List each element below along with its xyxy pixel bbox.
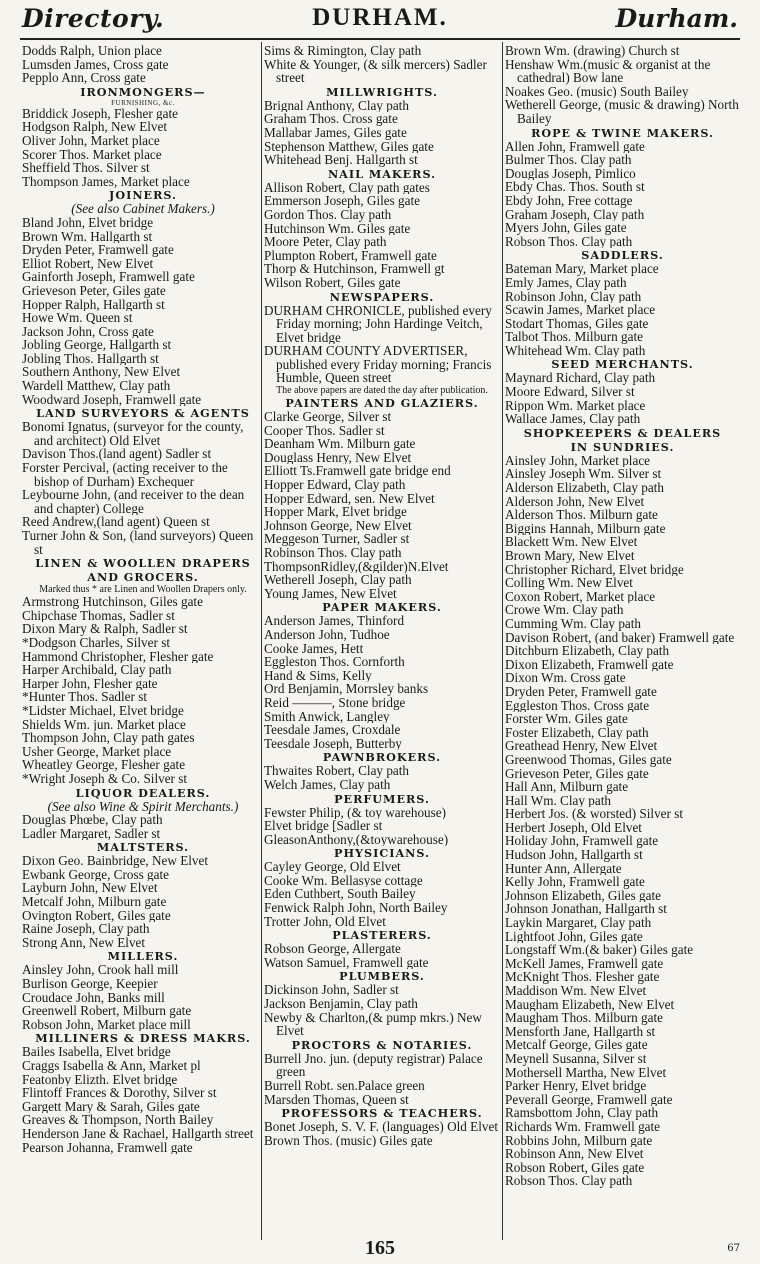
directory-entry: Graham Joseph, Clay path [505, 207, 645, 222]
directory-entry: Robson Thos. Clay path [505, 1174, 633, 1188]
section-heading: IN SUNDRIES. [570, 439, 675, 454]
directory-entry: Plumpton Robert, Framwell gate [264, 248, 437, 263]
directory-entry: Reid ———, Stone bridge [264, 695, 406, 710]
directory-entry: Hodgson Ralph, New Elvet [22, 120, 168, 134]
directory-entry: Davison Thos.(land agent) Sadler st [22, 447, 212, 462]
directory-entry: Holiday John, Framwell gate [505, 834, 659, 849]
directory-entry: Emly James, Clay path [505, 275, 627, 290]
directory-entry: Cayley George, Old Elvet [264, 860, 401, 874]
directory-entry: Bulmer Thos. Clay path [505, 153, 632, 167]
directory-entry: Newby & Charlton,(& pump mkrs.) New Elvet [264, 1010, 482, 1038]
directory-entry: Blackett Wm. New Elvet [505, 535, 638, 549]
directory-entry: Moore Edward, Silver st [505, 385, 635, 399]
directory-entry: Eggleston Thos. Cross gate [505, 698, 650, 713]
column-divider [261, 42, 262, 1240]
directory-entry: Watson Samuel, Framwell gate [264, 955, 429, 970]
directory-entry: Emmerson Joseph, Giles gate [264, 194, 421, 208]
directory-entry: Kelly John, Framwell gate [505, 875, 645, 889]
directory-entry: Dixon Geo. Bainbridge, New Elvet [22, 854, 209, 868]
directory-entry: Fewster Philip, (& toy warehouse) [264, 805, 447, 820]
section-heading: SADDLERS. [581, 248, 664, 263]
directory-entry: Teesdale Joseph, Butterby [264, 736, 402, 751]
section-heading: LAND SURVEYORS & AGENTS [36, 406, 250, 421]
directory-entry: Dryden Peter, Framwell gate [22, 243, 174, 257]
directory-entry: Noakes Geo. (music) South Bailey [505, 84, 689, 99]
directory-entry: Thwaites Robert, Clay path [264, 764, 410, 778]
directory-entry: Ebdy Chas. Thos. South st [505, 180, 645, 194]
section-heading: MALTSTERS. [96, 840, 190, 855]
directory-entry: Whitehead Wm. Clay path [505, 343, 646, 358]
directory-entry: Herbert Jos. (& worsted) Silver st [505, 807, 683, 821]
directory-entry: Teesdale James, Croxdale [264, 723, 401, 737]
directory-entry: Chipchase Thomas, Sadler st [22, 608, 175, 623]
directory-entry: Robinson Thos. Clay path [264, 546, 402, 560]
directory-entry: Cooper Thos. Sadler st [264, 423, 385, 438]
directory-entry: Robinson Ann, New Elvet [505, 1147, 644, 1161]
section-heading: NAIL MAKERS. [327, 166, 437, 181]
directory-entry: Moore Peter, Clay path [264, 235, 387, 249]
section-heading: SEED MERCHANTS. [551, 357, 694, 372]
directory-entry: Metcalf George, Giles gate [505, 1038, 648, 1052]
directory-entry: Brown Mary, New Elvet [505, 549, 635, 563]
directory-entry: Smith Anwick, Langley [264, 709, 390, 724]
directory-entry: Sheffield Thos. Silver st [22, 161, 150, 175]
directory-entry: Richards Wm. Framwell gate [505, 1119, 661, 1134]
directory-entry: Meggeson Turner, Sadler st [264, 532, 410, 546]
directory-entry: ThompsonRidley,(&gilder)N.Elvet [264, 559, 449, 574]
directory-entry: Christopher Richard, Elvet bridge [505, 562, 684, 577]
directory-entry: Johnson Jonathan, Hallgarth st [505, 902, 667, 917]
directory-entry: Raine Joseph, Clay path [22, 922, 150, 936]
directory-entry: Grieveson Peter, Giles gate [505, 766, 649, 781]
directory-entry: Maugham Elizabeth, New Elvet [505, 997, 675, 1012]
directory-entry: Craggs Isabella & Ann, Market pl [22, 1059, 201, 1073]
directory-entry: Forster Wm. Giles gate [505, 712, 628, 726]
directory-entry: Greenwell Robert, Milburn gate [22, 1004, 192, 1018]
directory-entry: Douglas Phœbe, Clay path [22, 813, 163, 827]
directory-entry: Jackson John, Cross gate [22, 324, 154, 339]
directory-entry: Maugham Thos. Milburn gate [505, 1011, 663, 1025]
directory-entry: Bailes Isabella, Elvet bridge [22, 1045, 171, 1059]
directory-entry: DURHAM COUNTY ADVERTISER, published every Friday morning; Francis Humble, Queen street [264, 344, 492, 386]
section-heading: NEWSPAPERS. [329, 289, 435, 304]
directory-entry: Deanham Wm. Milburn gate [264, 437, 416, 451]
directory-entry: Fenwick Ralph John, North Bailey [264, 901, 448, 915]
directory-entry: Elliott Ts.Framwell gate bridge end [264, 464, 451, 479]
directory-entry: Meynell Susanna, Silver st [505, 1051, 647, 1066]
directory-entry: Croudace John, Banks mill [22, 990, 165, 1005]
directory-entry: Bland John, Elvet bridge [22, 215, 154, 230]
directory-entry: Wallace James, Clay path [505, 412, 641, 426]
directory-entry: Armstrong Hutchinson, Giles gate [22, 595, 203, 609]
directory-entry: McKnight Thos. Flesher gate [505, 970, 660, 984]
running-header-right: Durham. [615, 4, 738, 33]
section-heading: PHYSICIANS. [334, 846, 430, 861]
directory-entry: Mensforth Jane, Hallgarth st [505, 1024, 656, 1039]
directory-entry: Johnson Elizabeth, Giles gate [505, 888, 662, 903]
directory-entry: Harper Archibald, Clay path [22, 663, 172, 677]
directory-entry: Featonby Elizth. Elvet bridge [22, 1072, 178, 1087]
section-heading: PLASTERERS. [332, 928, 432, 943]
directory-entry: Jobling Thos. Hallgarth st [22, 351, 159, 366]
directory-entry: Lightfoot John, Giles gate [505, 929, 643, 944]
section-note: Marked thus * are Linen and Woollen Drapers only. [39, 584, 247, 596]
section-heading: LINEN & WOOLLEN DRAPERS [35, 556, 251, 571]
directory-entry: Cooke James, Hett [264, 641, 364, 656]
directory-entry: Robinson John, Clay path [505, 289, 642, 304]
section-heading: PAINTERS AND GLAZIERS. [285, 396, 479, 411]
section-heading: PROFESSORS & TEACHERS. [281, 1106, 483, 1121]
directory-entry: Scawin James, Market place [505, 303, 656, 317]
cross-reference-note: (See also Wine & Spirit Merchants.) [47, 798, 239, 814]
directory-entry: Coxon Robert, Market place [505, 589, 656, 604]
directory-entry: Eden Cuthbert, South Bailey [264, 887, 416, 902]
section-subheading: FURNISHING, &c. [111, 98, 175, 107]
directory-entry: Gargett Mary & Sarah, Giles gate [22, 1099, 200, 1114]
directory-entry: Hudson John, Hallgarth st [505, 848, 643, 862]
directory-entry: Davison Robert, (and baker) Framwell gate [505, 630, 735, 645]
directory-entry: Ramsbottom John, Clay path [505, 1106, 659, 1120]
column-3 [505, 44, 740, 1188]
directory-entry: Lumsden James, Cross gate [22, 57, 169, 72]
section-heading: LIQUOR DEALERS. [75, 785, 211, 800]
directory-entry: Brown Wm. (drawing) Church st [505, 44, 680, 58]
directory-entry: Reed Andrew,(land agent) Queen st [22, 515, 210, 529]
directory-entry: Harper John, Flesher gate [22, 676, 158, 691]
directory-entry: Gordon Thos. Clay path [264, 207, 392, 222]
directory-entry: Hopper Mark, Elvet bridge [264, 505, 407, 519]
directory-entry: Dixon Elizabeth, Framwell gate [505, 657, 674, 672]
directory-entry: Thompson John, Clay path gates [22, 731, 195, 745]
directory-entry: Forster Percival, (acting receiver to the bishop of Durham) Exchequer [22, 461, 228, 489]
directory-entry: Jackson Benjamin, Clay path [264, 997, 418, 1011]
directory-entry: Anderson John, Tudhoe [264, 627, 390, 642]
section-heading: PERFUMERS. [334, 791, 430, 806]
directory-entry: Wardell Matthew, Clay path [22, 379, 171, 393]
directory-entry: Alderson Thos. Milburn gate [505, 508, 658, 522]
directory-entry: Elvet bridge [Sadler st [264, 819, 383, 833]
directory-entry: Wetherell George, (music & drawing) North Bailey [505, 98, 739, 126]
column-2 [264, 44, 500, 1147]
section-heading: MILLERS. [107, 949, 179, 964]
directory-entry: Howe Wm. Queen st [22, 311, 133, 325]
directory-entry: Burrell Robt. sen.Palace green [264, 1079, 425, 1093]
directory-entry: Maddison Wm. New Elvet [505, 984, 647, 998]
directory-entry: Anderson James, Thinford [264, 614, 405, 628]
directory-entry: White & Younger, (& silk mercers) Sadler street [264, 57, 487, 85]
directory-entry: Briddick Joseph, Flesher gate [22, 106, 179, 121]
directory-entry: Graham Thos. Cross gate [264, 112, 398, 126]
directory-entry: Trotter John, Old Elvet [264, 914, 386, 929]
directory-entry: DURHAM CHRONICLE, published every Friday morning; John Hardinge Veitch, Elvet bridge [264, 303, 492, 345]
directory-entry: Alderson John, New Elvet [505, 494, 645, 509]
directory-entry: Bateman Mary, Market place [505, 262, 659, 276]
directory-entry: Ainsley Joseph Wm. Silver st [505, 467, 662, 482]
section-heading: PAPER MAKERS. [322, 600, 442, 615]
directory-entry: Peverall George, Framwell gate [505, 1092, 673, 1107]
directory-entry: Talbot Thos. Milburn gate [505, 330, 644, 344]
directory-entry: Laykin Margaret, Clay path [505, 916, 652, 930]
directory-entry: Herbert Joseph, Old Elvet [505, 820, 642, 835]
directory-entry: Hopper Edward, Clay path [264, 478, 406, 492]
directory-entry: Robson Robert, Giles gate [505, 1160, 645, 1175]
directory-entry: Elliot Robert, New Elvet [22, 256, 154, 271]
directory-entry: Turner John & Son, (land surveyors) Queen st [22, 529, 254, 557]
directory-entry: Parker Henry, Elvet bridge [505, 1079, 647, 1093]
section-heading: AND GROCERS. [87, 570, 199, 585]
directory-entry: Sims & Rimington, Clay path [264, 44, 422, 58]
directory-entry: Brown Thos. (music) Giles gate [264, 1133, 433, 1148]
directory-entry: Whitehead Benj. Hallgarth st [264, 153, 418, 167]
directory-entry: Ditchburn Elizabeth, Clay path [505, 644, 670, 658]
directory-entry: GleasonAnthony,(&toywarehouse) [264, 832, 449, 847]
directory-entry: Pearson Johanna, Framwell gate [22, 1140, 193, 1155]
directory-entry: Hunter Ann, Allergate [505, 861, 622, 876]
directory-entry: Ord Benjamin, Morrsley banks [264, 682, 429, 696]
section-heading: PROCTORS & NOTARIES. [291, 1037, 473, 1052]
directory-entry: Allen John, Framwell gate [505, 139, 645, 154]
directory-entry: Burlison George, Keepier [22, 977, 158, 991]
column-1 [22, 44, 264, 1154]
directory-entry: *Lidster Michael, Elvet bridge [22, 703, 184, 718]
directory-entry: Robson John, Market place mill [22, 1017, 191, 1032]
directory-entry: Clarke George, Silver st [264, 410, 392, 424]
directory-entry: Greenwood Thomas, Giles gate [505, 752, 672, 767]
directory-entry: Usher George, Market place [22, 744, 172, 759]
directory-entry: Dickinson John, Sadler st [264, 983, 399, 998]
directory-entry: Oliver John, Market place [22, 133, 160, 148]
directory-entry: Greathead Henry, New Elvet [505, 739, 658, 753]
directory-entry: Ebdy John, Free cottage [505, 193, 633, 208]
directory-entry: Scorer Thos. Market place [22, 147, 162, 162]
directory-entry: Crowe Wm. Clay path [505, 603, 624, 617]
directory-entry: *Dodgson Charles, Silver st [22, 635, 170, 650]
section-heading: IRONMONGERS— [80, 84, 206, 99]
directory-entry: Pepplo Ann, Cross gate [22, 71, 146, 85]
directory-entry: Grieveson Peter, Giles gate [22, 283, 166, 298]
directory-entry: Ovington Robert, Giles gate [22, 908, 171, 923]
directory-entry: Young James, New Elvet [264, 586, 397, 601]
directory-entry: Douglas Joseph, Pimlico [505, 166, 636, 181]
directory-entry: Dixon Mary & Ralph, Sadler st [22, 622, 188, 636]
directory-entry: Mothersell Martha, New Elvet [505, 1065, 667, 1080]
directory-entry: McKell James, Framwell gate [505, 956, 664, 971]
section-note: The above papers are dated the day after publication. [276, 385, 488, 397]
directory-entry: Dixon Wm. Cross gate [505, 671, 626, 685]
directory-entry: Wheatley George, Flesher gate [22, 758, 186, 772]
directory-entry: Maynard Richard, Clay path [505, 371, 656, 386]
directory-entry: Hopper Edward, sen. New Elvet [264, 491, 435, 506]
directory-entry: Ainsley John, Crook hall mill [22, 963, 179, 978]
directory-entry: Douglass Henry, New Elvet [264, 450, 412, 465]
directory-entry: Greaves & Thompson, North Bailey [22, 1113, 214, 1127]
running-header-center: DURHAM. [312, 4, 448, 31]
directory-entry: Southern Anthony, New Elvet [22, 365, 181, 380]
directory-entry: Brown Wm. Hallgarth st [22, 229, 153, 244]
directory-entry: Welch James, Clay path [264, 777, 391, 792]
column-divider [502, 42, 503, 1240]
running-header-left: Directory. [22, 4, 165, 33]
directory-entry: Shields Wm. jun. Market place [22, 717, 186, 732]
section-heading: JOINERS. [109, 188, 177, 203]
header-rule [20, 38, 740, 40]
directory-entry: Longstaff Wm.(& baker) Giles gate [505, 943, 694, 957]
directory-entry: *Wright Joseph & Co. Silver st [22, 771, 188, 786]
directory-entry: *Hunter Thos. Sadler st [22, 690, 148, 704]
directory-entry: Rippon Wm. Market place [505, 398, 646, 413]
directory-entry: Bonet Joseph, S. V. F. (languages) Old Elvet [264, 1120, 498, 1134]
directory-entry: Bonomi Ignatus, (surveyor for the county, and architect) Old Elvet [22, 420, 244, 448]
directory-entry: Eggleston Thos. Cornforth [264, 655, 405, 669]
directory-entry: Cumming Wm. Clay path [505, 616, 642, 631]
directory-entry: Mallabar James, Giles gate [264, 125, 407, 140]
directory-entry: Hopper Ralph, Hallgarth st [22, 297, 165, 312]
directory-entry: Metcalf John, Milburn gate [22, 895, 167, 909]
directory-entry: Dodds Ralph, Union place [22, 44, 162, 58]
sheet-number: 67 [727, 1243, 740, 1254]
directory-entry: Robbins John, Milburn gate [505, 1133, 653, 1148]
directory-entry: Hammond Christopher, Flesher gate [22, 649, 214, 664]
directory-entry: Cooke Wm. Bellasyse cottage [264, 873, 423, 888]
directory-entry: Strong Ann, New Elvet [22, 935, 146, 950]
section-heading: PAWNBROKERS. [322, 750, 442, 765]
directory-entry: Dryden Peter, Framwell gate [505, 684, 657, 699]
directory-entry: Henderson Jane & Rachael, Hallgarth street [22, 1126, 254, 1141]
directory-entry: Wetherell Joseph, Clay path [264, 573, 412, 587]
section-heading: PLUMBERS. [339, 969, 425, 984]
directory-entry: Ainsley John, Market place [505, 453, 651, 468]
directory-entry: Marsden Thomas, Queen st [264, 1092, 409, 1107]
directory-entry: Alderson Elizabeth, Clay path [505, 481, 664, 495]
directory-entry: Ladler Margaret, Sadler st [22, 826, 161, 841]
directory-entry: Colling Wm. New Elvet [505, 576, 633, 590]
page-number: 165 [365, 1237, 395, 1259]
directory-entry: Brignal Anthony, Clay path [264, 98, 409, 113]
directory-entry: Thompson James, Market place [22, 174, 190, 189]
directory-entry: Foster Elizabeth, Clay path [505, 725, 649, 740]
directory-entry: Robson Thos. Clay path [505, 234, 633, 249]
directory-entry: Gainforth Joseph, Framwell gate [22, 270, 195, 284]
section-heading: MILLINERS & DRESS MAKRS. [35, 1031, 251, 1046]
section-heading: MILLWRIGHTS. [326, 84, 438, 99]
directory-entry: Robson George, Allergate [264, 942, 401, 956]
directory-entry: Wilson Robert, Giles gate [264, 275, 401, 290]
directory-entry: Hand & Sims, Kelly [264, 668, 372, 683]
directory-entry: Burrell Jno. jun. (deputy registrar) Palace green [264, 1051, 483, 1079]
directory-entry: Hall Ann, Milburn gate [505, 780, 629, 794]
cross-reference-note: (See also Cabinet Makers.) [71, 201, 215, 217]
directory-entry: Layburn John, New Elvet [22, 881, 158, 896]
directory-entry: Stephenson Matthew, Giles gate [264, 139, 434, 154]
directory-entry: Johnson George, New Elvet [264, 518, 412, 533]
directory-entry: Woodward Joseph, Framwell gate [22, 392, 202, 407]
section-heading: ROPE & TWINE MAKERS. [531, 125, 714, 140]
directory-entry: Stodart Thomas, Giles gate [505, 316, 649, 331]
directory-entry: Biggins Hannah, Milburn gate [505, 521, 666, 536]
directory-entry: Leybourne John, (and receiver to the dean and chapter) College [22, 488, 245, 516]
directory-entry: Allison Robert, Clay path gates [264, 180, 430, 195]
directory-entry: Jobling George, Hallgarth st [22, 338, 172, 352]
directory-entry: Hall Wm. Clay path [505, 793, 611, 808]
directory-entry: Henshaw Wm.(music & organist at the cathedral) Bow lane [505, 57, 711, 85]
section-heading: SHOPKEEPERS & DEALERS [523, 425, 722, 440]
directory-entry: Myers John, Giles gate [505, 221, 627, 235]
directory-entry: Ewbank George, Cross gate [22, 867, 169, 882]
directory-entry: Flintoff Frances & Dorothy, Silver st [22, 1086, 217, 1100]
directory-entry: Thorp & Hutchinson, Framwell gt [264, 262, 445, 276]
directory-entry: Hutchinson Wm. Giles gate [264, 221, 411, 236]
